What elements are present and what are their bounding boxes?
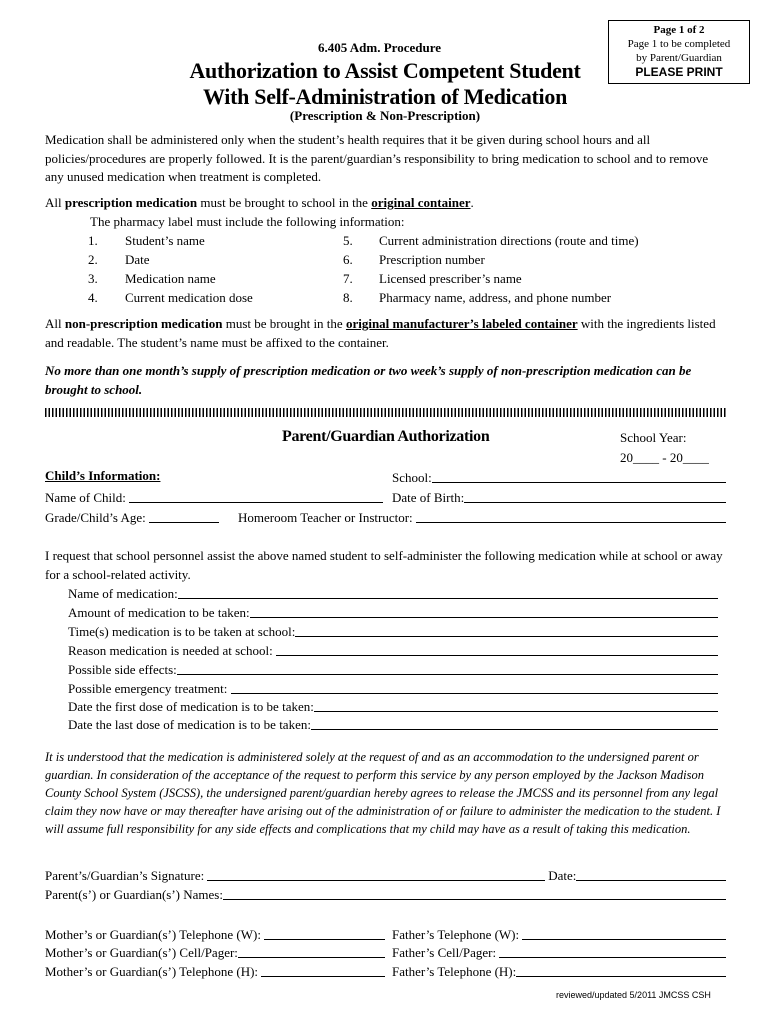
medication-field-label: Possible emergency treatment: (68, 681, 231, 696)
medication-field-label: Amount of medication to be taken: (68, 605, 250, 620)
form-title (140, 58, 630, 110)
fill-line (432, 470, 726, 483)
father-work-phone-field (392, 925, 726, 943)
signature-label: Parent’s/Guardian’s Signature: (45, 868, 208, 883)
please-print: PLEASE PRINT (635, 65, 723, 79)
fill-line (276, 643, 718, 656)
father-work-phone-label: Father’s Telephone (W): (392, 927, 523, 942)
fill-line (516, 964, 726, 977)
list-row (88, 231, 728, 250)
tick-divider (45, 408, 727, 417)
list-item: Current medication dose (125, 290, 253, 305)
liability-statement: It is understood that the medication is administered solely at the request of and as an accommodation to the undersigned parent or guardian. In consideration of the acceptance of the request to perform this service by any person employed by the Jackson Madison County School System (JSCSS), the undersigned parent/guardian hereby agrees to release the JMCSS and its personnel from any legal claim they now have or may thereafter have arising out of the administration of or failure to administer the medication to the student. I will assume full responsibility for any side effects and complications that my child may have as a result of taking this medication. (45, 750, 721, 836)
fill-line (295, 624, 718, 637)
list-row (88, 269, 728, 288)
list-item-number: 8. (343, 290, 353, 305)
page-number: Page 1 of 2 (653, 24, 705, 36)
mother-work-phone-field (45, 925, 385, 943)
otc-bold: non-prescription medication (64, 316, 223, 331)
list-item: Prescription number (379, 252, 485, 267)
medication-field-label: Date the last dose of medication is to be taken: (68, 717, 311, 732)
school-field (392, 468, 726, 486)
list-item: Pharmacy name, address, and phone number (379, 290, 612, 305)
otc-underline: original manufacturer’s labeled container (345, 316, 578, 331)
pharmacy-label-list (88, 231, 728, 307)
list-item-number: 5. (343, 233, 353, 248)
otc-pre: All (45, 316, 65, 331)
label-intro: The pharmacy label must include the following information: (90, 213, 405, 229)
grade-age-label: Grade/Child’s Age: (45, 510, 149, 525)
list-item-number: 2. (88, 252, 98, 267)
fill-line (231, 681, 718, 694)
list-item-number: 4. (88, 290, 98, 305)
medication-field-label: Name of medication: (68, 586, 178, 601)
father-cell-field (392, 943, 726, 961)
page-info-box (608, 20, 750, 84)
procedure-number: 6.405 Adm. Procedure (318, 40, 442, 55)
rx-underline: original container (371, 195, 471, 210)
list-row (88, 288, 728, 307)
rx-pre: All (45, 195, 65, 210)
list-item-number: 6. (343, 252, 353, 267)
child-name-field (45, 488, 383, 506)
medication-field-label: Date the first dose of medication is to be taken: (68, 699, 314, 714)
request-statement: I request that school personnel assist the above named student to self-administer the following medication while at school or away for a school-related activity. (45, 548, 723, 582)
father-cell-label: Father’s Cell/Pager: (392, 945, 500, 960)
rx-bold: prescription medication (64, 195, 198, 210)
mother-work-phone-label: Mother’s or Guardian(s’) Telephone (W): (45, 927, 265, 942)
child-info-heading: Child’s Information: (45, 468, 161, 483)
homeroom-field (238, 508, 726, 526)
school-year (620, 428, 709, 468)
completed-by-line-2: by Parent/Guardian (636, 52, 722, 64)
parent-names-field (45, 885, 726, 903)
fill-line (238, 945, 385, 958)
fill-line (223, 887, 726, 900)
medication-field (68, 697, 718, 715)
school-year-label: School Year: (620, 430, 687, 445)
father-home-phone-label: Father’s Telephone (H): (392, 964, 517, 979)
fill-line (261, 964, 385, 977)
list-item: Licensed prescriber’s name (379, 271, 522, 286)
non-prescription-paragraph (45, 315, 730, 352)
fill-line (264, 927, 385, 940)
fill-line (576, 868, 726, 881)
intro-paragraph: Medication shall be administered only when the student’s health requires that it be given during school hours and all policies/procedures are properly followed. It is the parent/guardian’s responsibility to bring medication to school and to remove any unused medication when treatment is completed. (45, 132, 709, 184)
list-item: Date (125, 252, 150, 267)
list-item-number: 3. (88, 271, 98, 286)
mother-home-phone-field (45, 962, 385, 980)
school-year-value: 20____ - 20____ (620, 450, 709, 465)
list-row (88, 250, 728, 269)
parent-names-label: Parent(s’) or Guardian(s’) Names: (45, 887, 223, 902)
medication-field (68, 641, 718, 659)
fill-line (149, 510, 219, 523)
supply-warning: No more than one month’s supply of prescription medication or two week’s supply of non-prescription medication can be brought to school. (45, 363, 692, 397)
fill-line (464, 490, 726, 503)
rx-end: . (470, 195, 474, 210)
completed-by-line-1: Page 1 to be completed (627, 38, 731, 50)
list-item-number: 1. (88, 233, 98, 248)
form-title-line-1: Authorization to Assist Competent Student (189, 58, 581, 83)
list-item-number: 7. (343, 271, 353, 286)
otc-mid: must be brought in the (222, 316, 346, 331)
fill-line (311, 717, 718, 730)
medication-field (68, 715, 718, 733)
dob-label: Date of Birth: (392, 490, 465, 505)
medication-field-label: Reason medication is needed at school: (68, 643, 276, 658)
dob-field (392, 488, 726, 506)
medication-field (68, 584, 718, 602)
medication-field (68, 679, 718, 697)
fill-line (177, 662, 718, 675)
otc-end: with the ingredients listed and readable. The student’s name must be affixed to the container. (45, 316, 716, 350)
mother-cell-label: Mother’s or Guardian(s’) Cell/Pager: (45, 945, 238, 960)
medication-field (68, 622, 718, 640)
school-label: School: (392, 470, 432, 485)
list-item: Student’s name (125, 233, 205, 248)
fill-line (416, 510, 726, 523)
grade-age-field (45, 508, 219, 526)
fill-line (250, 605, 718, 618)
form-title-line-2: With Self-Administration of Medication (202, 84, 568, 109)
fill-line (207, 868, 545, 881)
list-item: Medication name (125, 271, 216, 286)
date-field (545, 866, 726, 884)
rx-mid: must be brought to school in the (197, 195, 372, 210)
medication-field (68, 603, 718, 621)
fill-line (129, 490, 383, 503)
medication-field-label: Time(s) medication is to be taken at school: (68, 624, 296, 639)
signature-field (45, 866, 545, 884)
form-subtitle: (Prescription & Non-Prescription) (289, 108, 481, 123)
fill-line (178, 586, 718, 599)
child-name-label: Name of Child: (45, 490, 130, 505)
fill-line (522, 927, 726, 940)
prescription-paragraph (45, 194, 730, 231)
homeroom-label: Homeroom Teacher or Instructor: (238, 510, 416, 525)
date-label: Date: (545, 868, 577, 883)
medication-field (68, 660, 718, 678)
revision-footer: reviewed/updated 5/2011 JMCSS CSH (556, 990, 711, 1000)
mother-home-phone-label: Mother’s or Guardian(s’) Telephone (H): (45, 964, 262, 979)
fill-line (314, 699, 718, 712)
mother-cell-field (45, 943, 385, 961)
list-item: Current administration directions (route and time) (379, 233, 639, 248)
authorization-title: Parent/Guardian Authorization (282, 428, 490, 445)
father-home-phone-field (392, 962, 726, 980)
medication-field-label: Possible side effects: (68, 662, 177, 677)
fill-line (499, 945, 726, 958)
